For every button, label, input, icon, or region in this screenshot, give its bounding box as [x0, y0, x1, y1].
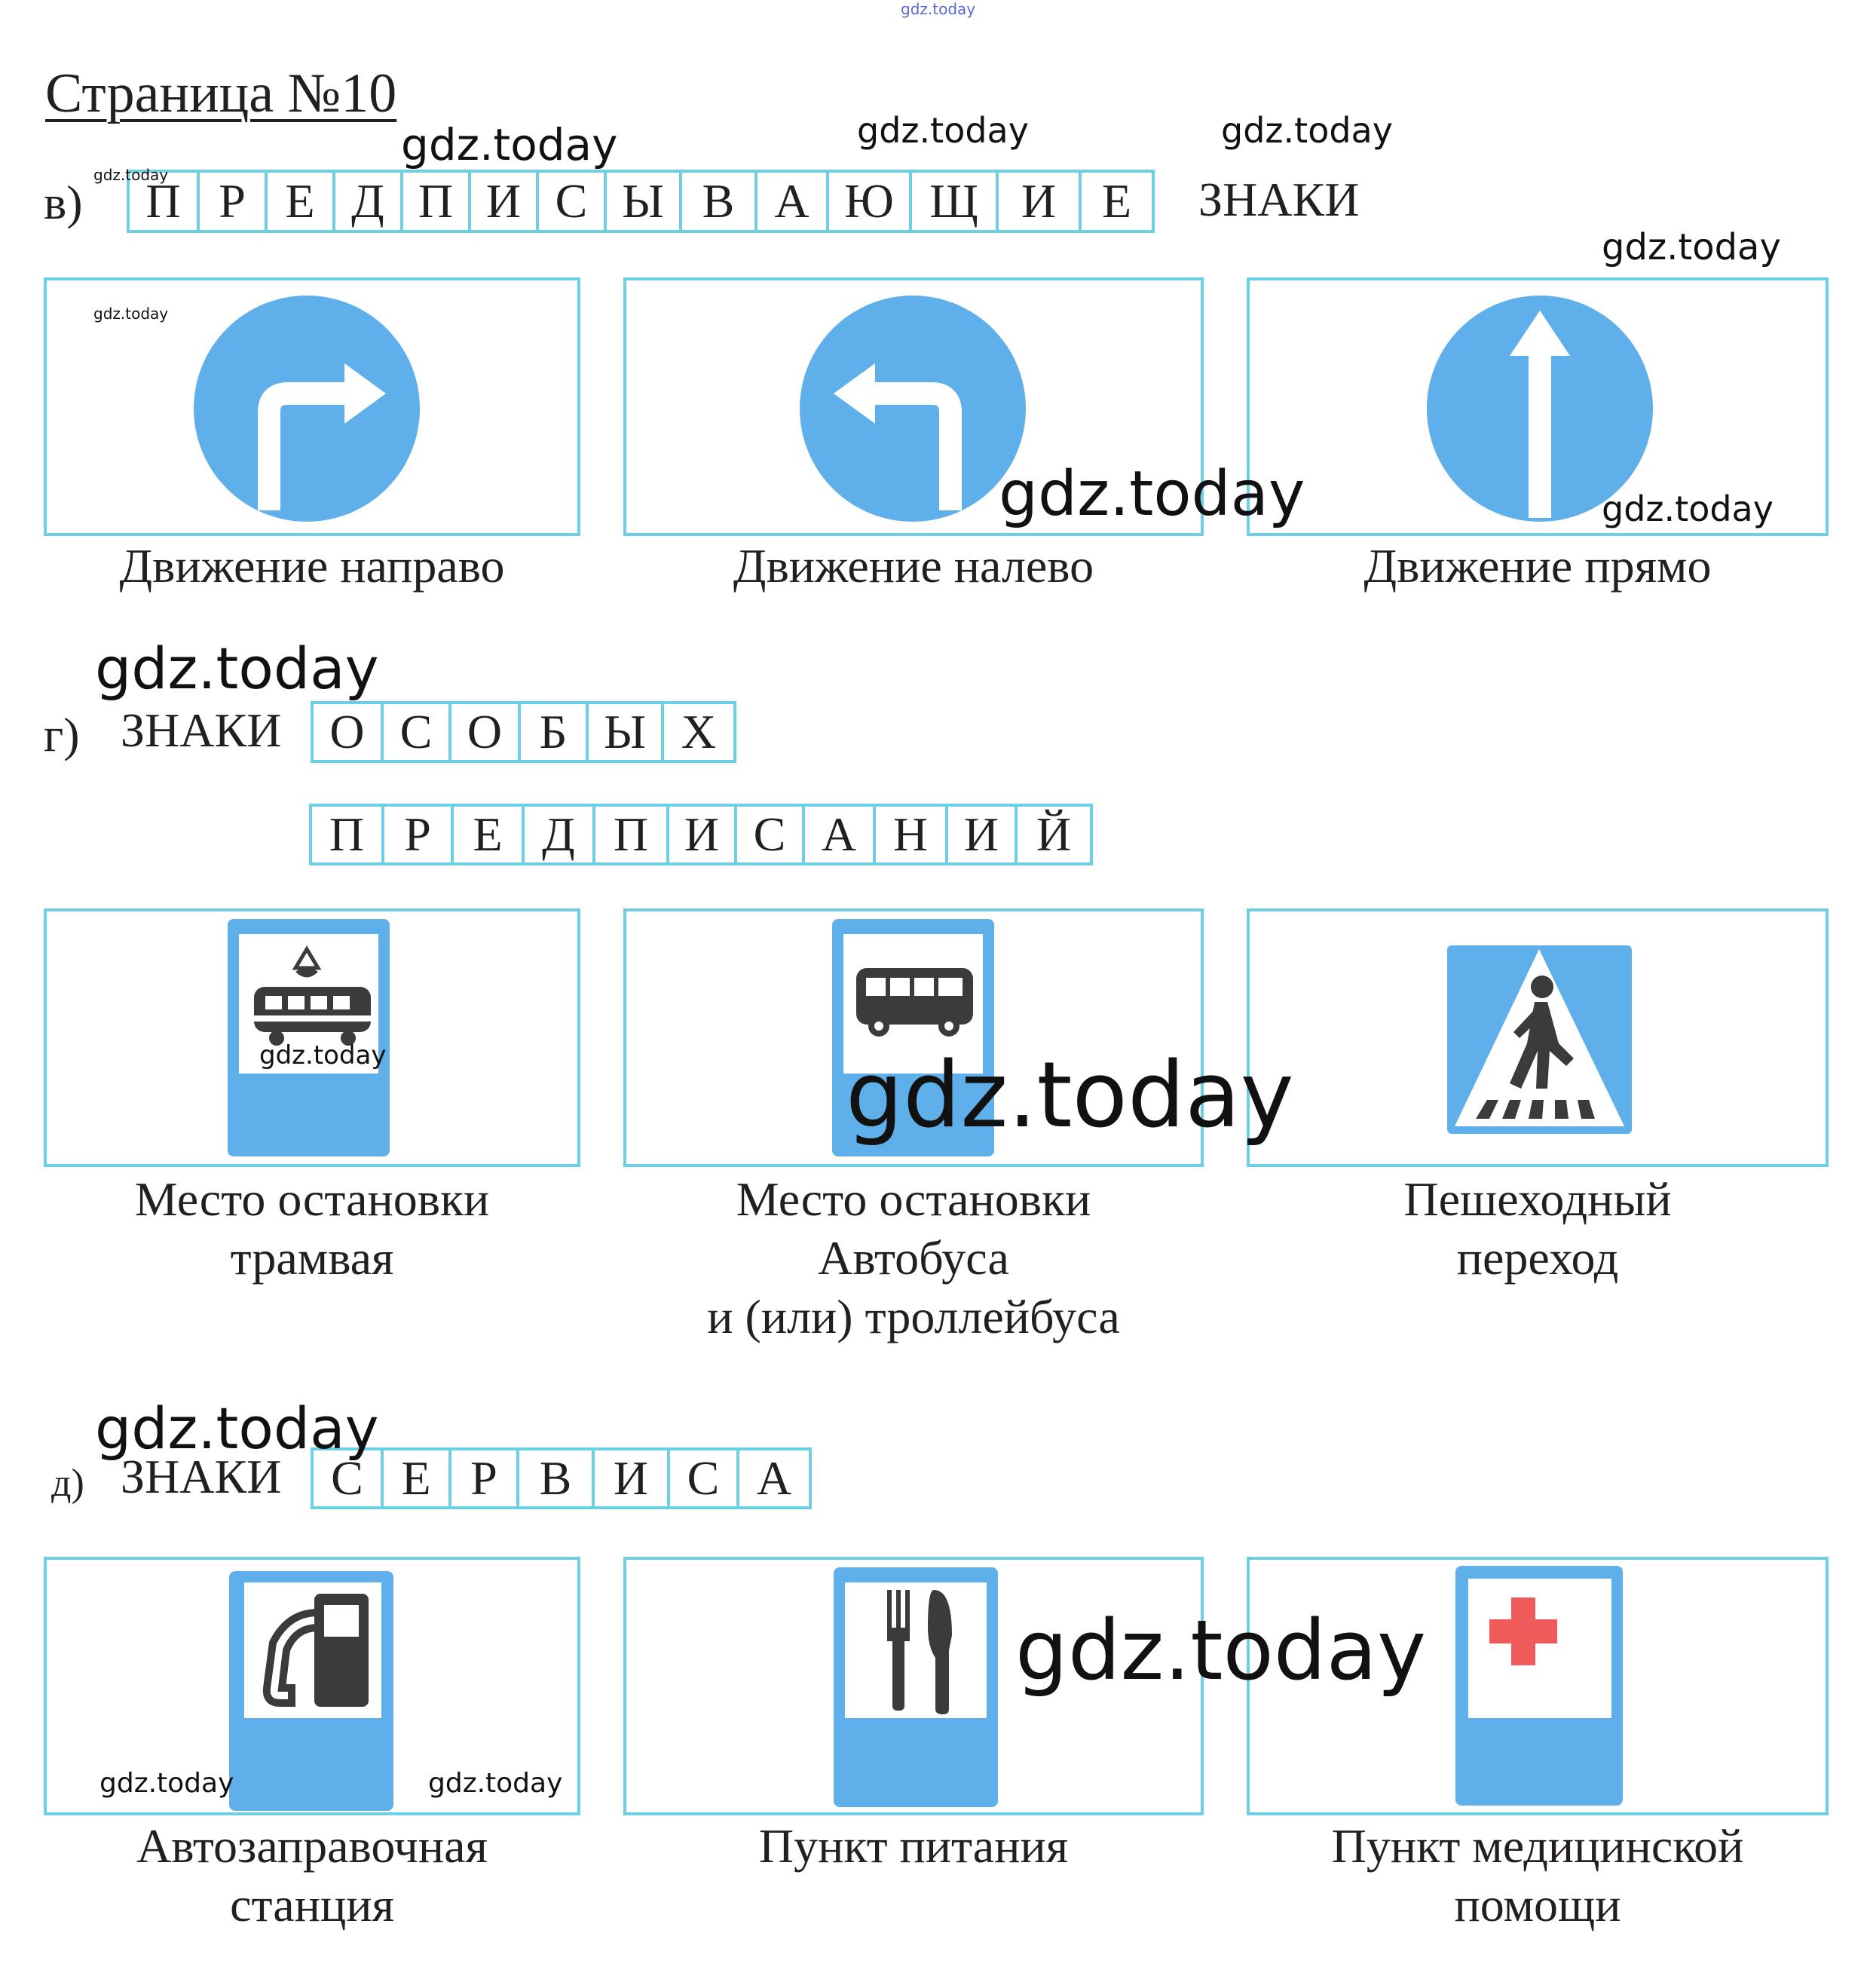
caption-turn-right	[44, 537, 580, 596]
watermark: gdz.today	[999, 458, 1305, 530]
letter-cell: С	[314, 1450, 384, 1506]
caption-gas-station	[44, 1817, 580, 1934]
letter-cell: Ы	[589, 704, 664, 760]
caption-line: Движение налево	[733, 539, 1094, 593]
letter-cell: Щ	[912, 173, 999, 230]
caption-medical-aid	[1247, 1817, 1829, 1934]
letter-cell: А	[756, 1451, 792, 1505]
watermark: gdz.today	[1221, 110, 1393, 151]
caption-line: Пункт питания	[758, 1819, 1069, 1873]
caption-line: помощи	[1454, 1878, 1621, 1931]
letter-cell: С	[384, 704, 451, 760]
letter-cell: И	[669, 807, 737, 862]
letter-cell: И	[999, 173, 1082, 230]
section-d-answer-cells	[311, 1447, 812, 1509]
watermark: gdz.today	[95, 635, 379, 702]
letter-cell: С	[737, 807, 805, 862]
watermark: gdz.today	[401, 119, 618, 170]
section-v-answer-cells	[127, 170, 1155, 233]
letter-cell: В	[519, 1450, 595, 1506]
letter-cell: П	[595, 807, 669, 862]
sign-box-pedestrian-crossing	[1247, 908, 1829, 1167]
caption-line: Пешеходный	[1403, 1172, 1672, 1226]
page-title: Страница №10	[45, 63, 397, 124]
section-v-letter: в)	[44, 176, 83, 229]
letter-cell: Р	[200, 173, 268, 230]
letter-cell: А	[805, 807, 876, 862]
sign-box-tram-stop	[44, 908, 580, 1167]
watermark: gdz.today	[93, 305, 169, 323]
section-v-suffix: ЗНАКИ	[1198, 173, 1360, 226]
letter-cell: Б	[521, 704, 589, 760]
watermark: gdz.today	[857, 110, 1029, 151]
watermark: gdz.today	[428, 1768, 563, 1799]
letter-cell: Н	[876, 807, 948, 862]
letter-cell: П	[403, 173, 471, 230]
watermark: gdz.today	[95, 1395, 379, 1462]
letter-cell: Е	[1101, 174, 1132, 228]
letter-cell: Р	[384, 807, 454, 862]
letter-cell: С	[670, 1450, 739, 1506]
section-g-prefix: ЗНАКИ	[121, 703, 282, 757]
watermark: gdz.today	[93, 166, 169, 184]
caption-line: Место остановки	[134, 1172, 490, 1226]
top-watermark: gdz.today	[901, 0, 976, 18]
watermark: gdz.today	[846, 1043, 1294, 1148]
letter-cell: П	[130, 173, 200, 230]
section-d-prefix: ЗНАКИ	[121, 1450, 282, 1503]
letter-cell: И	[948, 807, 1018, 862]
letter-cell: Ю	[829, 173, 912, 230]
letter-cell: И	[471, 173, 539, 230]
caption-line: станция	[230, 1878, 394, 1931]
caption-line: Движение прямо	[1363, 539, 1712, 593]
letter-cell: Й	[1036, 807, 1072, 861]
letter-cell: О	[314, 704, 384, 760]
watermark: gdz.today	[1015, 1602, 1427, 1699]
letter-cell: Д	[525, 807, 595, 862]
letter-cell: А	[757, 173, 829, 230]
caption-line: трамвая	[230, 1231, 394, 1285]
letter-cell: Ы	[607, 173, 682, 230]
caption-line: переход	[1456, 1231, 1619, 1285]
caption-tram-stop	[44, 1170, 580, 1288]
caption-line: Движение направо	[119, 539, 505, 593]
letter-cell: Р	[451, 1450, 519, 1506]
letter-cell: В	[682, 173, 757, 230]
caption-line: Пункт медицинской	[1331, 1819, 1744, 1873]
watermark: gdz.today	[259, 1040, 387, 1071]
section-g-answer-cells-2	[309, 804, 1093, 865]
letter-cell: И	[595, 1450, 670, 1506]
section-g-letter: г)	[44, 708, 80, 761]
caption-line: и (или) троллейбуса	[707, 1290, 1120, 1343]
watermark: gdz.today	[1602, 226, 1781, 268]
caption-turn-left	[623, 537, 1204, 596]
pedestrian-crossing-sign-icon	[1250, 911, 1826, 1164]
caption-straight	[1247, 537, 1829, 596]
letter-cell: С	[539, 173, 607, 230]
letter-cell: П	[312, 807, 384, 862]
caption-line: Место остановки	[736, 1172, 1091, 1226]
letter-cell: Х	[681, 705, 717, 758]
caption-bus-stop	[623, 1170, 1204, 1346]
letter-cell: Д	[335, 173, 403, 230]
section-g-answer-cells	[311, 701, 736, 763]
letter-cell: Е	[384, 1450, 451, 1506]
letter-cell: О	[451, 704, 521, 760]
caption-food-point	[623, 1817, 1204, 1876]
watermark: gdz.today	[99, 1768, 234, 1799]
letter-cell: Е	[268, 173, 335, 230]
section-d-letter: д)	[51, 1462, 84, 1505]
caption-pedestrian-crossing	[1247, 1170, 1829, 1288]
letter-cell: Е	[454, 807, 525, 862]
tram-stop-sign-icon	[47, 911, 577, 1164]
caption-line: Автозаправочная	[136, 1819, 488, 1873]
watermark: gdz.today	[1602, 489, 1774, 529]
caption-line: Автобуса	[818, 1231, 1009, 1285]
